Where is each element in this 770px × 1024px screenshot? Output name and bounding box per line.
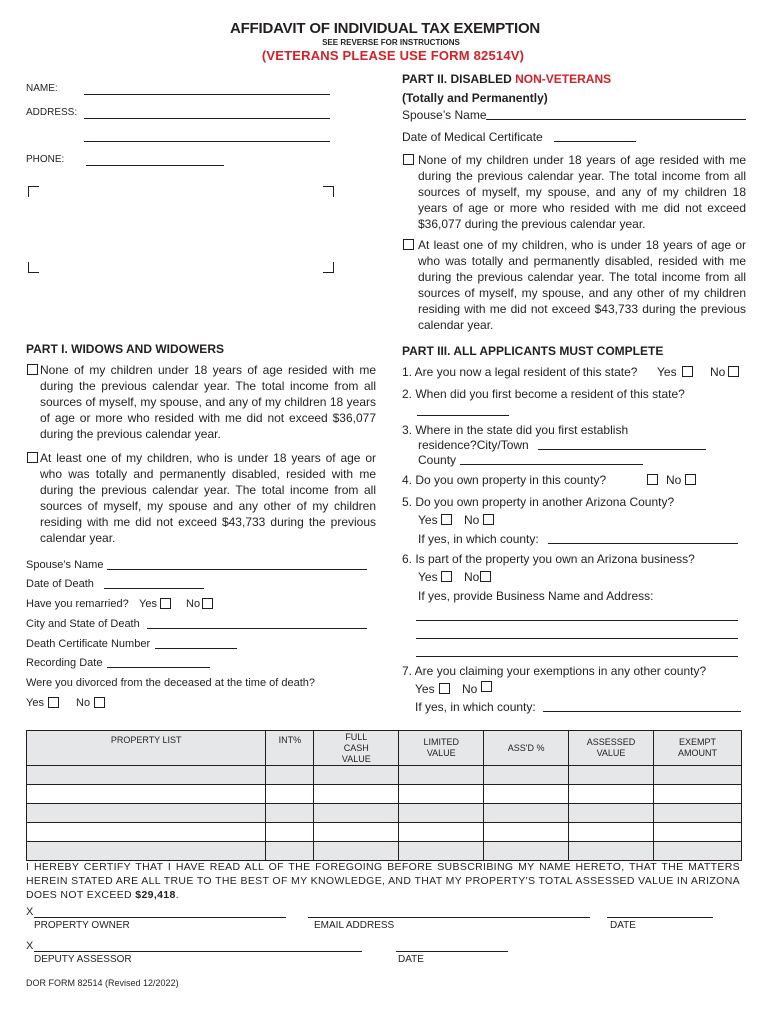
med-cert-label: Date of Medical Certificate <box>402 130 543 144</box>
cell-limited[interactable] <box>399 785 484 804</box>
form-title: AFFIDAVIT OF INDIVIDUAL TAX EXEMPTION <box>229 20 541 37</box>
property-table <box>26 730 742 861</box>
q4-no-label: No <box>666 473 682 487</box>
cell-property-list[interactable] <box>27 842 266 861</box>
cell-limited[interactable] <box>399 823 484 842</box>
col-int: INT% <box>266 731 314 766</box>
death-cert-label: Death Certificate Number <box>26 638 151 650</box>
city-state-death-label: City and State of Death <box>26 618 140 630</box>
cell-assd[interactable] <box>484 804 569 823</box>
cell-assessed[interactable] <box>569 823 654 842</box>
q7-text: 7. Are you claiming your exemptions in any other county? <box>402 664 707 678</box>
q7-yes-checkbox[interactable] <box>439 683 450 694</box>
remarried-no-label: No <box>186 598 201 610</box>
cell-assd[interactable] <box>484 766 569 785</box>
col-full-cash: FULL CASH VALUE <box>314 731 399 766</box>
cell-exempt[interactable] <box>654 842 742 861</box>
q5-no-checkbox[interactable] <box>483 514 494 525</box>
certification-period: . <box>175 889 179 901</box>
window-corner-br <box>323 262 334 273</box>
q3-county-field[interactable] <box>460 454 643 465</box>
window-corner-bl <box>28 262 39 273</box>
part1-option1-text: None of my children under 18 years of age resided with me during the previous calendar year. The total income from all sources of myself, my spouse, and any of my children 18 years of age or more who resided with me did not exceed $36,077 during the previous calendar year. <box>40 363 376 441</box>
phone-field[interactable] <box>86 155 224 166</box>
recording-date-label: Recording Date <box>26 657 103 669</box>
q7-county-field[interactable] <box>543 701 741 712</box>
cell-assd[interactable] <box>484 785 569 804</box>
cell-int[interactable] <box>266 842 314 861</box>
q3-city-label: residence?City/Town <box>418 438 529 452</box>
cell-int[interactable] <box>266 823 314 842</box>
part1-option2-checkbox[interactable] <box>27 452 38 463</box>
property-owner-label: PROPERTY OWNER <box>34 920 130 931</box>
q3-county-label: County <box>418 453 457 467</box>
owner-date-field[interactable] <box>607 907 713 918</box>
owner-x-mark: X <box>26 906 34 918</box>
q3-city-field[interactable] <box>538 439 706 450</box>
q6-yes-label: Yes <box>418 570 438 584</box>
part2-subheading: (Totally and Permanently) <box>402 91 548 105</box>
deputy-assessor-label: DEPUTY ASSESSOR <box>34 954 132 965</box>
divorced-no-label: No <box>76 697 91 709</box>
cell-property-list[interactable] <box>27 785 266 804</box>
q1-no-label: No <box>710 365 726 379</box>
deputy-date-label: DATE <box>398 954 424 965</box>
veterans-note: (VETERANS PLEASE USE FORM 82514V) <box>261 48 525 63</box>
q7-county-label: If yes, in which county: <box>415 700 536 714</box>
address-field-2[interactable] <box>84 131 330 142</box>
name-label: NAME: <box>26 83 58 94</box>
part2-heading-red: NON-VETERANS <box>515 72 612 86</box>
q6-business-field-3[interactable] <box>416 646 738 657</box>
city-state-death-field[interactable] <box>147 618 367 629</box>
part2-option1-checkbox[interactable] <box>403 154 414 165</box>
q5-text: 5. Do you own property in another Arizona County? <box>402 495 675 509</box>
deputy-signature-field[interactable] <box>34 941 362 952</box>
cell-int[interactable] <box>266 766 314 785</box>
col-property-list: PROPERTY LIST <box>27 731 266 766</box>
q6-no-checkbox[interactable] <box>480 571 491 582</box>
q6-business-label: If yes, provide Business Name and Address: <box>418 589 654 603</box>
table-row <box>27 785 742 804</box>
cell-property-list[interactable] <box>27 804 266 823</box>
q5-yes-label: Yes <box>418 513 438 527</box>
part2-heading-prefix: PART II. DISABLED <box>402 72 516 86</box>
remarried-no-checkbox[interactable] <box>202 598 213 609</box>
email-field[interactable] <box>308 907 590 918</box>
cell-full-cash[interactable] <box>314 766 399 785</box>
deputy-date-field[interactable] <box>396 941 508 952</box>
certification-amount: $29,418 <box>135 889 176 901</box>
part3-heading: PART III. ALL APPLICANTS MUST COMPLETE <box>402 344 664 358</box>
q1-text: 1. Are you now a legal resident of this state? <box>402 365 638 379</box>
col-assd: ASS'D % <box>484 731 569 766</box>
window-corner-tl <box>28 186 39 197</box>
deputy-x-mark: X <box>26 940 34 952</box>
q6-business-field-2[interactable] <box>416 628 738 639</box>
table-row <box>27 823 742 842</box>
certification-text <box>26 860 740 902</box>
cell-assessed[interactable] <box>569 766 654 785</box>
owner-date-label: DATE <box>610 920 636 931</box>
q7-no-checkbox[interactable] <box>481 681 492 692</box>
email-label: EMAIL ADDRESS <box>314 920 395 931</box>
q5-no-label: No <box>464 513 480 527</box>
cell-int[interactable] <box>266 785 314 804</box>
part2-option1-text: None of my children under 18 years of age resided with me during the previous calendar year. The total income from all sources of myself, my spouse, and any of my children 18 years of age or more who resided with me did not exceed $36,077 during the previous calendar year. <box>418 153 746 231</box>
cell-exempt[interactable] <box>654 766 742 785</box>
q7-no-label: No <box>462 682 478 696</box>
death-cert-field[interactable] <box>155 638 237 649</box>
window-corner-tr <box>323 186 334 197</box>
med-cert-field[interactable] <box>554 131 636 142</box>
remarried-label: Have you remarried? <box>26 598 129 610</box>
cell-limited[interactable] <box>399 842 484 861</box>
q5-county-field[interactable] <box>548 533 738 544</box>
form-id: DOR FORM 82514 (Revised 12/2022) <box>26 978 179 988</box>
q6-business-field-1[interactable] <box>416 610 738 621</box>
divorced-no-checkbox[interactable] <box>94 697 105 708</box>
cell-limited[interactable] <box>399 804 484 823</box>
divorced-yes-checkbox[interactable] <box>48 697 59 708</box>
date-of-death-field[interactable] <box>104 578 204 589</box>
part1-spouse-label: Spouse’s Name <box>26 559 104 571</box>
part2-spouse-label: Spouse’s Name <box>402 108 487 122</box>
cell-property-list[interactable] <box>27 766 266 785</box>
q6-no-label: No <box>464 570 480 584</box>
cell-limited[interactable] <box>399 766 484 785</box>
cell-full-cash[interactable] <box>314 823 399 842</box>
q1-no-checkbox[interactable] <box>728 366 739 377</box>
q3-text: 3. Where in the state did you first establish <box>402 423 629 437</box>
table-row <box>27 842 742 861</box>
q6-text: 6. Is part of the property you own an Arizona business? <box>402 552 695 566</box>
cell-property-list[interactable] <box>27 823 266 842</box>
q1-yes-checkbox[interactable] <box>682 366 693 377</box>
cell-assd[interactable] <box>484 823 569 842</box>
address-field-1[interactable] <box>84 108 330 119</box>
date-of-death-label: Date of Death <box>26 578 94 590</box>
q5-yes-checkbox[interactable] <box>441 514 452 525</box>
q7-yes-label: Yes <box>415 682 435 696</box>
q5-county-label: If yes, in which county: <box>418 532 539 546</box>
name-field[interactable] <box>84 84 330 95</box>
recording-date-field[interactable] <box>107 657 210 668</box>
cell-assessed[interactable] <box>569 842 654 861</box>
part2-spouse-field[interactable] <box>486 109 746 120</box>
instructions-note: SEE REVERSE FOR INSTRUCTIONS <box>322 38 460 47</box>
certification-body: I HEREBY CERTIFY THAT I HAVE READ ALL OF THE FOREGOING BEFORE SUBSCRIBING MY NAME HERETO, THAT THE MATTERS HEREIN STATED ARE ALL TRUE TO THE BEST OF MY KNOWLEDGE, AND THAT MY PROPERTY'S TOTAL ASSESSED VALUE IN ARIZONA DOES NOT EXCEED <box>26 861 740 901</box>
cell-assessed[interactable] <box>569 785 654 804</box>
remarried-yes-checkbox[interactable] <box>160 598 171 609</box>
part1-option2-text: At least one of my children, who is under 18 years of age or who was totally and permanently disabled, resided with me during the previous calendar year. The total income from all sources of myself, my spouse and any other of my children residing with me did not exceed $43,733 during the previous calendar year. <box>40 451 376 545</box>
q2-field[interactable] <box>417 405 509 416</box>
part2-heading <box>402 72 611 86</box>
col-assessed: ASSESSED VALUE <box>569 731 654 766</box>
cell-full-cash[interactable] <box>314 842 399 861</box>
cell-exempt[interactable] <box>654 804 742 823</box>
cell-exempt[interactable] <box>654 823 742 842</box>
table-row <box>27 804 742 823</box>
cell-assd[interactable] <box>484 842 569 861</box>
table-row <box>27 766 742 785</box>
q4-yes-checkbox[interactable] <box>647 474 658 485</box>
cell-int[interactable] <box>266 804 314 823</box>
owner-signature-field[interactable] <box>34 907 286 918</box>
q1-yes-label: Yes <box>657 365 677 379</box>
q4-no-checkbox[interactable] <box>685 474 696 485</box>
q2-text: 2. When did you first become a resident of this state? <box>402 387 685 401</box>
q4-text: 4. Do you own property in this county? <box>402 473 607 487</box>
remarried-yes-label: Yes <box>139 598 157 610</box>
part1-heading: PART I. WIDOWS AND WIDOWERS <box>26 342 224 356</box>
part2-option2-checkbox[interactable] <box>403 239 414 250</box>
divorced-yes-label: Yes <box>26 697 44 709</box>
q6-yes-checkbox[interactable] <box>441 571 452 582</box>
cell-exempt[interactable] <box>654 785 742 804</box>
divorced-label: Were you divorced from the deceased at the time of death? <box>26 677 316 689</box>
part1-spouse-field[interactable] <box>107 559 367 570</box>
cell-full-cash[interactable] <box>314 804 399 823</box>
phone-label: PHONE: <box>26 154 65 165</box>
col-exempt: EXEMPT AMOUNT <box>654 731 742 766</box>
col-limited: LIMITED VALUE <box>399 731 484 766</box>
part2-option2-text: At least one of my children, who is under 18 years of age or who was totally and permanently disabled, resided with me during the previous calendar year. The total income from all sources of myself, my spouse, and any other of my children residing with me did not exceed $43,733 during the previous calendar year. <box>418 238 746 332</box>
cell-full-cash[interactable] <box>314 785 399 804</box>
cell-assessed[interactable] <box>569 804 654 823</box>
part1-option1-checkbox[interactable] <box>27 364 38 375</box>
address-label: ADDRESS: <box>26 107 78 118</box>
